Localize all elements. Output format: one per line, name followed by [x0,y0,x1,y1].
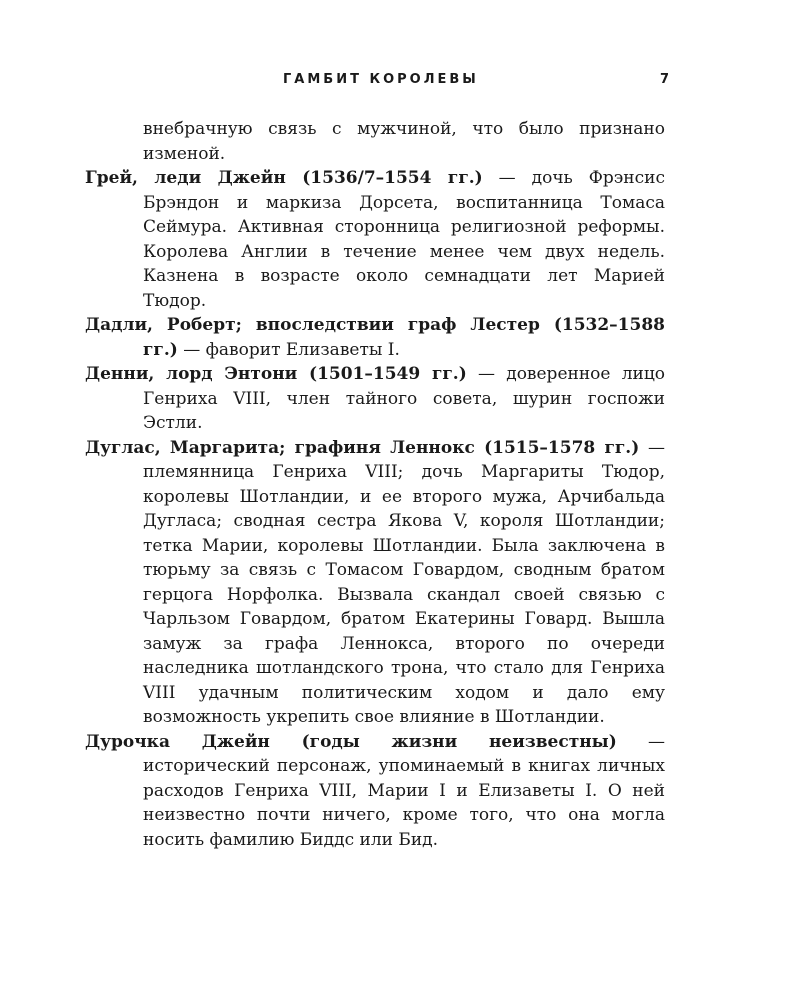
entry-text: — дочь Фрэнсис Брэндон и маркиза Дорсета, воспитанница Томаса Сеймура. Активная сторонница религиозной реформы. Королева Англии в течение менее чем двух недель. Казнена в возрасте около семнадцати лет Марией Тюдор. [143,168,665,311]
running-title: ГАМБИТ КОРОЛЕВЫ [283,72,479,87]
entry-text: — племянница Генриха VIII; дочь Маргариты Тюдор, королевы Шотландии, и ее второго мужа, Арчибальда Дугласа; сводная сестра Якова V, короля Шотландии; тетка Марии, королевы Шотландии. Была заключена в тюрьму за связь с Томасом Говардом, сводным братом герцога Норфолка. Вызвала скандал своей связью с Чарльзом Говардом, братом Екатерины Говард. Вышла замуж за графа Леннокса, второго по очереди наследника шотландского трона, что стало для Генриха VIII удачным политическим ходом и дало ему возможность укрепить свое влияние в Шотландии. [143,437,666,727]
glossary-entry [85,436,665,730]
entry-term: Денни, лорд Энтони (1501–1549 гг.) [85,364,467,384]
glossary-entry-continuation [85,117,665,166]
entry-term: Дадли, Роберт; впоследствии граф Лестер (1532–1588 гг.) [85,315,665,360]
glossary-entry [85,730,665,853]
glossary-text [85,117,665,852]
entry-text: — фаворит Елизаветы I. [177,339,400,360]
entry-text: — доверенное лицо Генриха VIII, член тайного совета, шурин госпожи Эстли. [143,364,665,433]
running-head [0,70,800,92]
glossary-entry [85,166,665,313]
entry-term: Грей, леди Джейн (1536/7–1554 гг.) [85,168,483,188]
glossary-entry [85,313,665,362]
page-number: 7 [660,72,670,87]
entry-term: Дурочка Джейн (годы жизни неизвестны) [85,731,617,752]
entry-term: Дуглас, Маргарита; графиня Леннокс (1515–1578 гг.) [85,437,640,458]
entry-text: внебрачную связь с мужчиной, что было признано изменой. [143,119,665,164]
entry-text: — исторический персонаж, упоминаемый в книгах личных расходов Генриха VIII, Марии I и Елизаветы I. О ней неизвестно почти ничего, кроме того, что она могла носить фамилию Биддс или Бид. [143,731,665,850]
glossary-entry [85,362,665,436]
